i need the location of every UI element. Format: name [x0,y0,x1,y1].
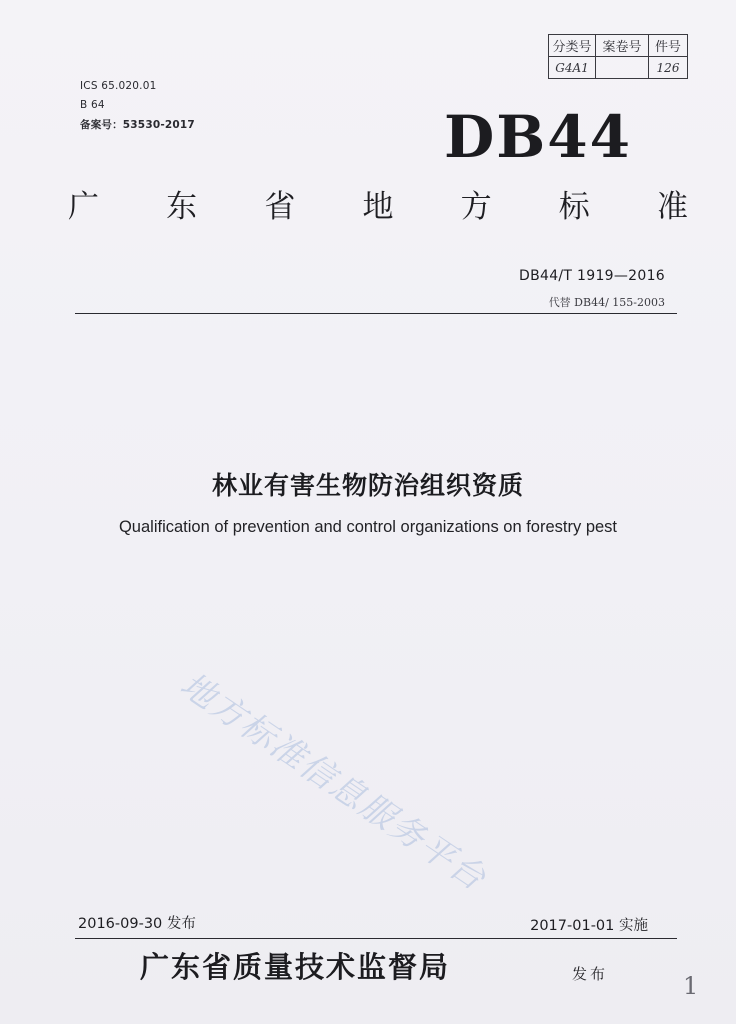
issuing-authority: 广东省质量技术监督局 [140,950,451,984]
standard-title-char: 标 [558,189,590,225]
standard-category-title [68,189,688,225]
stamp-header-category: 分类号 [549,35,596,57]
standard-title-char: 地 [362,189,394,225]
standard-title-char: 准 [656,189,688,225]
ccs-code: B 64 [80,99,105,111]
document-title-chinese: 林业有害生物防治组织资质 [211,471,524,500]
standard-title-char: 省 [264,189,296,225]
record-number: 备案号：53530-2017 [80,119,195,131]
archive-stamp-header-row [549,35,688,57]
db-standard-mark: DB44 [443,103,632,171]
archive-stamp-value-row [549,57,688,79]
stamp-header-file: 案卷号 [596,35,649,57]
page-number: 1 [683,972,699,1000]
standard-title-char: 方 [460,189,492,225]
stamp-value-file [596,57,649,79]
stamp-value-item: 126 [649,57,688,79]
footer-divider [75,938,677,939]
replaces-standard: 代替 DB44/ 155-2003 [548,296,665,309]
standard-number: DB44/T 1919—2016 [519,268,665,284]
issuing-action: 发布 [572,965,609,983]
standard-title-char: 东 [166,189,198,225]
stamp-header-item: 件号 [649,35,688,57]
watermark-text: 地方标准信息服务平台 [172,664,494,900]
header-divider [75,313,677,314]
implement-date: 2017-01-01 实施 [530,918,648,934]
standard-title-char: 广 [68,189,99,225]
publish-date: 2016-09-30 发布 [78,916,196,932]
document-title-english: Qualification of prevention and control organizations on forestry pest [118,518,618,536]
stamp-value-category: G4A1 [549,57,596,79]
archive-stamp-table [548,34,688,79]
ics-code: ICS 65.020.01 [80,80,157,92]
